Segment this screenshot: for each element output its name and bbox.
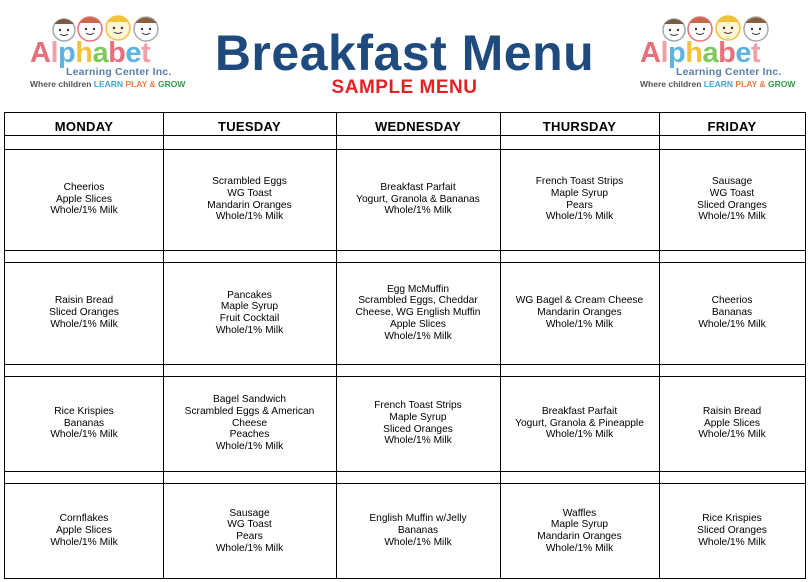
logo-letter: A	[640, 37, 661, 69]
menu-item: Bagel Sandwich	[212, 394, 287, 406]
menu-cell	[500, 262, 659, 364]
menu-item: Pears	[236, 531, 263, 542]
row-divider	[5, 471, 805, 472]
menu-cell	[500, 483, 659, 579]
menu-item: Whole/1% Milk	[215, 441, 284, 453]
menu-item: Apple Slices	[55, 193, 113, 205]
menu-item: Raisin Bread	[702, 405, 762, 417]
menu-cell	[659, 376, 805, 471]
menu-item: Whole/1% Milk	[545, 542, 614, 554]
menu-item: Scrambled Eggs & American	[184, 405, 315, 417]
menu-item: Whole/1% Milk	[545, 429, 614, 441]
menu-cell	[336, 262, 500, 364]
menu-item: Whole/1% Milk	[698, 429, 766, 441]
menu-item: WG Toast	[709, 187, 755, 199]
logo-letter: p	[668, 37, 686, 69]
menu-item: English Muffin w/Jelly	[369, 513, 467, 525]
menu-cell	[5, 483, 163, 579]
menu-item: Sliced Oranges	[697, 199, 767, 211]
menu-item: WG Toast	[227, 187, 272, 199]
day-header-wednesday: WEDNESDAY	[374, 119, 461, 134]
menu-cell	[163, 149, 336, 250]
day-header-tuesday: TUESDAY	[217, 119, 282, 134]
menu-item: Bananas	[711, 307, 753, 319]
logo-letter: p	[58, 37, 76, 69]
logo-tagline: Where children LEARN PLAY & GROW	[640, 79, 796, 89]
menu-item: Sausage	[229, 507, 270, 519]
menu-item: Sliced Oranges	[697, 525, 767, 537]
logo-letter: l	[50, 37, 59, 69]
logo-letter: b	[718, 37, 736, 69]
logo-subline: Learning Center Inc.	[676, 66, 782, 78]
menu-item: Cornflakes	[59, 513, 109, 525]
menu-item: Breakfast Parfait	[380, 181, 456, 193]
menu-item: Raisin Bread	[54, 295, 114, 307]
menu-cell	[659, 262, 805, 364]
menu-item: Whole/1% Milk	[545, 318, 614, 330]
menu-item: Cheese, WG English Muffin	[355, 307, 481, 319]
menu-item: Breakfast Parfait	[541, 405, 618, 417]
menu-item: Whole/1% Milk	[215, 324, 284, 336]
menu-item: Whole/1% Milk	[698, 536, 766, 548]
menu-item: French Toast Strips	[535, 176, 624, 188]
menu-table	[4, 112, 806, 579]
menu-item: Whole/1% Milk	[384, 435, 452, 447]
menu-item: Bananas	[63, 417, 105, 429]
logo-letter: a	[702, 37, 719, 69]
menu-item: Mandarin Oranges	[537, 307, 622, 319]
menu-item: Maple Syrup	[550, 187, 609, 199]
logo-subline: Learning Center Inc.	[66, 66, 172, 78]
menu-item: Mandarin Oranges	[207, 199, 292, 211]
logo-letter: a	[92, 37, 109, 69]
menu-item: Peaches	[229, 429, 270, 441]
menu-cell	[5, 262, 163, 364]
menu-item: Whole/1% Milk	[215, 211, 284, 223]
logo-letter: A	[30, 37, 51, 69]
menu-item: Whole/1% Milk	[698, 318, 766, 330]
logo-letter: e	[735, 37, 751, 69]
menu-item: Whole/1% Milk	[50, 318, 118, 330]
menu-item: Pears	[566, 199, 593, 211]
menu-item: Rice Krispies	[702, 513, 762, 525]
menu-item: Whole/1% Milk	[698, 211, 766, 223]
menu-item: Whole/1% Milk	[545, 211, 614, 223]
day-header-friday: FRIDAY	[707, 119, 757, 134]
menu-item: French Toast Strips	[374, 400, 462, 412]
menu-cell	[336, 376, 500, 471]
menu-item: Scrambled Eggs	[212, 176, 287, 188]
logo-letter: h	[75, 37, 93, 69]
menu-cell	[163, 262, 336, 364]
menu-cell	[659, 149, 805, 250]
menu-item: Apple Slices	[703, 417, 761, 429]
menu-item: Whole/1% Milk	[384, 330, 452, 342]
menu-cell	[5, 149, 163, 250]
menu-item: Maple Syrup	[220, 301, 279, 313]
menu-item: Mandarin Oranges	[537, 531, 622, 542]
menu-item: Apple Slices	[389, 318, 447, 330]
menu-item: Maple Syrup	[389, 411, 447, 423]
page-subtitle: SAMPLE MENU	[331, 77, 478, 98]
menu-item: Pancakes	[227, 289, 272, 301]
menu-item: Yogurt, Granola & Pineapple	[515, 417, 644, 429]
logo-letter: l	[660, 37, 669, 69]
menu-item: Scrambled Eggs, Cheddar	[358, 295, 478, 307]
menu-item: Maple Syrup	[550, 519, 609, 531]
menu-item: Waffles	[562, 507, 597, 519]
logo-letter: b	[108, 37, 126, 69]
menu-item: Cheerios	[711, 295, 753, 307]
logo-letter: t	[750, 37, 761, 69]
menu-cell	[163, 376, 336, 471]
menu-item: Fruit Cocktail	[219, 313, 280, 324]
menu-cell	[500, 376, 659, 471]
menu-cell	[500, 149, 659, 250]
menu-cell	[5, 376, 163, 471]
menu-item: Egg McMuffin	[386, 283, 450, 295]
menu-item: WG Bagel & Cream Cheese	[515, 295, 644, 307]
logo-letter: t	[140, 37, 151, 69]
menu-cell	[659, 483, 805, 579]
day-header-thursday: THURSDAY	[542, 119, 617, 134]
page-title: Breakfast Menu	[214, 25, 595, 81]
menu-item: Whole/1% Milk	[50, 429, 118, 441]
menu-item: Rice Krispies	[54, 405, 114, 417]
menu-item: Whole/1% Milk	[50, 536, 118, 548]
menu-item: Whole/1% Milk	[384, 205, 452, 217]
row-divider	[5, 364, 805, 365]
menu-item: WG Toast	[227, 519, 272, 531]
row-divider	[5, 250, 805, 251]
menu-item: Sliced Oranges	[383, 423, 453, 435]
menu-item: Sliced Oranges	[49, 307, 119, 319]
menu-cell	[336, 483, 500, 579]
logo-tagline: Where children LEARN PLAY & GROW	[30, 79, 186, 89]
menu-item: Apple Slices	[55, 525, 113, 537]
menu-item: Whole/1% Milk	[50, 205, 118, 217]
menu-item: Bananas	[397, 525, 439, 537]
logo-letter: h	[685, 37, 703, 69]
menu-item: Cheese	[231, 417, 268, 429]
day-header-monday: MONDAY	[54, 119, 114, 134]
menu-item: Sausage	[711, 176, 753, 188]
menu-cell	[163, 483, 336, 579]
menu-cell	[336, 149, 500, 250]
menu-item: Yogurt, Granola & Bananas	[356, 193, 480, 205]
logo-letter: e	[125, 37, 141, 69]
menu-item: Whole/1% Milk	[384, 536, 452, 548]
menu-item: Cheerios	[63, 181, 105, 193]
menu-item: Whole/1% Milk	[215, 542, 284, 554]
row-divider	[5, 135, 805, 136]
